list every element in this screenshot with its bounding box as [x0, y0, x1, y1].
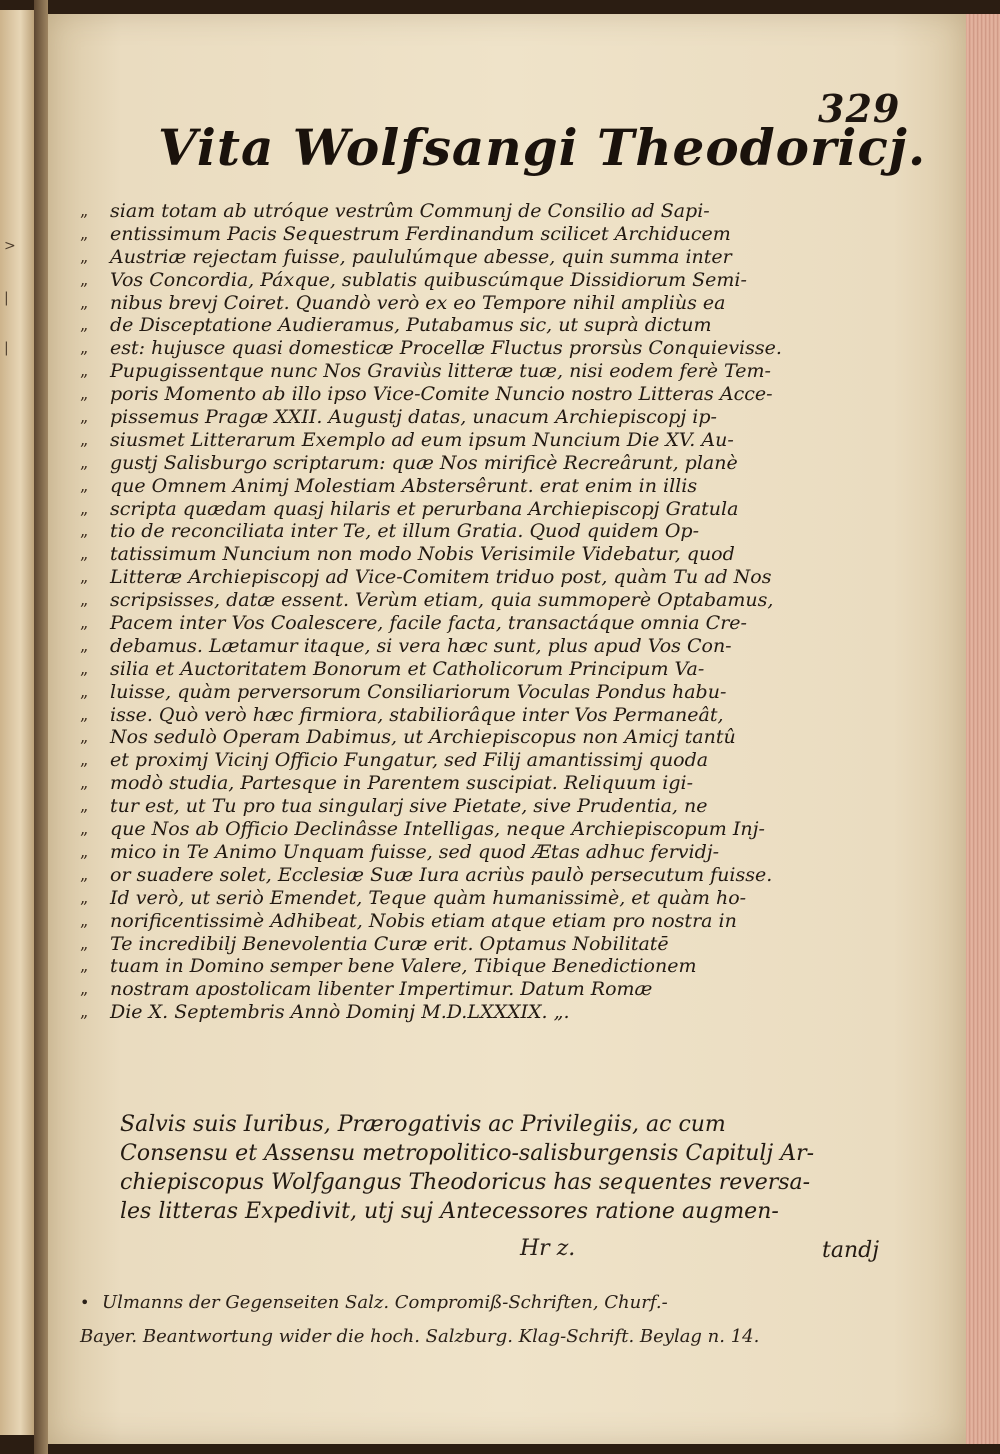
quotation-mark: „ — [80, 361, 89, 381]
letter-line-text: debamus. Lætamur itaque, si vera hæc sunt, plus apud Vos Con- — [110, 634, 732, 657]
quotation-mark: „ — [80, 773, 89, 793]
quotation-mark: „ — [80, 246, 89, 266]
letter-line-text: poris Momento ab illo ipso Vice-Comite Nuncio nostro Litteras Acce- — [110, 383, 773, 406]
letter-line-text: tio de reconciliata inter Te, et illum Gratia. Quod quidem Op- — [110, 520, 700, 543]
letter-line-text: isse. Quò verò hæc firmiora, stabiliorâque inter Vos Permaneât, — [110, 703, 724, 726]
letter-line — [80, 543, 910, 566]
letter-line — [80, 589, 910, 612]
letter-line — [80, 406, 910, 429]
letter-line — [80, 818, 910, 841]
letter-line — [80, 658, 910, 681]
signature-mark: Hr z. — [520, 1236, 576, 1261]
quotation-mark: „ — [80, 910, 89, 930]
letter-line — [80, 383, 910, 406]
quotation-mark: „ — [80, 429, 89, 449]
quotation-mark: „ — [80, 796, 89, 816]
letter-line-text: est: hujusce quasi domesticæ Procellæ Fluctus prorsùs Conquievisse. — [110, 337, 782, 360]
letter-line — [80, 795, 910, 818]
quotation-mark: „ — [80, 864, 89, 884]
quotation-mark: „ — [80, 681, 89, 701]
letter-line-text: Nos sedulò Operam Dabimus, ut Archiepiscopus non Amicj tantû — [110, 726, 736, 749]
letter-line — [80, 864, 910, 887]
margin-mark: | — [4, 290, 9, 306]
letter-line — [80, 429, 910, 452]
letter-line — [80, 360, 910, 383]
closing-line: les litteras Expedivit, utj suj Antecessores ratione augmen- — [120, 1199, 779, 1224]
page-block-edge — [966, 14, 1000, 1444]
letter-line — [80, 314, 910, 337]
letter-line-text: siam totam ab utróque vestrûm Communj de Consilio ad Sapi- — [110, 200, 710, 222]
letter-line — [80, 200, 910, 223]
quotation-mark: „ — [80, 567, 89, 587]
book-gutter — [34, 0, 48, 1454]
quotation-mark: „ — [80, 269, 89, 289]
quotation-mark: „ — [80, 475, 89, 495]
page-number: 329 — [818, 86, 901, 131]
letter-line-text: Vos Concordia, Páxque, sublatis quibuscúmque Dissidiorum Semi- — [110, 268, 747, 291]
footnote-marker: • — [80, 1293, 90, 1312]
letter-line-text: et proximj Vicinj Officio Fungatur, sed Filij amantissimj quoda — [110, 749, 709, 772]
quotation-mark: „ — [80, 979, 89, 999]
running-title: Vita Wolfsangi Theodoricj. — [158, 118, 927, 177]
letter-line — [80, 452, 910, 475]
letter-line-text: que Nos ab Officio Declinâsse Intelligas, neque Archiepiscopum Inj- — [110, 818, 765, 841]
quotation-mark: „ — [80, 658, 89, 678]
letter-line — [80, 933, 910, 956]
letter-line — [80, 223, 910, 246]
quotation-mark: „ — [80, 727, 89, 747]
quotation-mark: „ — [80, 544, 89, 564]
letter-line-text: pissemus Pragæ XXII. Augustj datas, unacum Archiepiscopj ip- — [110, 406, 717, 429]
letter-line-text: silia et Auctoritatem Bonorum et Catholicorum Principum Va- — [110, 657, 705, 680]
letter-line — [80, 955, 910, 978]
letter-line — [80, 566, 910, 589]
letter-line — [80, 292, 910, 315]
closing-line: Salvis suis Iuribus, Prærogativis ac Privilegiis, ac cum — [120, 1112, 726, 1137]
quotation-mark: „ — [80, 292, 89, 312]
letter-line — [80, 910, 910, 933]
quotation-mark: „ — [80, 841, 89, 861]
letter-line — [80, 841, 910, 864]
quotation-mark: „ — [80, 1002, 89, 1022]
letter-line — [80, 498, 910, 521]
quotation-mark: „ — [80, 498, 89, 518]
quotation-mark: „ — [80, 223, 89, 243]
quotation-mark: „ — [80, 704, 89, 724]
letter-line — [80, 772, 910, 795]
letter-line-text: norificentissimè Adhibeat, Nobis etiam atque etiam pro nostra in — [110, 909, 737, 932]
quotation-mark: „ — [80, 315, 89, 335]
letter-line-text: Litteræ Archiepiscopj ad Vice-Comitem triduo post, quàm Tu ad Nos — [110, 566, 772, 589]
letter-line — [80, 520, 910, 543]
quotation-mark: „ — [80, 407, 89, 427]
quotation-mark: „ — [80, 956, 89, 976]
letter-line-text: Pupugissentque nunc Nos Graviùs litteræ tuæ, nisi eodem ferè Tem- — [110, 360, 771, 383]
letter-line — [80, 726, 910, 749]
letter-line-text: Id verò, ut seriò Emendet, Teque quàm humanissimè, et quàm ho- — [110, 886, 747, 909]
letter-line-text: entissimum Pacis Sequestrum Ferdinandum scilicet Archiducem — [110, 222, 731, 245]
letter-line — [80, 635, 910, 658]
quotation-mark: „ — [80, 887, 89, 907]
quotation-mark: „ — [80, 521, 89, 541]
letter-line-text: tatissimum Nuncium non modo Nobis Verisimile Videbatur, quod — [110, 543, 735, 566]
closing-line: chiepiscopus Wolfgangus Theodoricus has sequentes reversa- — [120, 1170, 811, 1195]
letter-line-text: tuam in Domino semper bene Valere, Tibique Benedictionem — [110, 955, 697, 978]
footnote-line — [80, 1286, 900, 1320]
footnote-text: Ulmanns der Gegenseiten Salz. Compromiß-Schriften, Churf.- — [102, 1292, 668, 1313]
letter-line-text: mico in Te Animo Unquam fuisse, sed quod Ætas adhuc fervidj- — [110, 840, 720, 863]
letter-line-text: or suadere solet, Ecclesiæ Suæ Iura acriùs paulò persecutum fuisse. — [110, 863, 773, 886]
catchword: tandj — [822, 1238, 880, 1263]
quoted-letter — [80, 200, 910, 1024]
letter-line — [80, 704, 910, 727]
footnote-line: Bayer. Beantwortung wider die hoch. Salzburg. Klag-Schrift. Beylag n. 14. — [80, 1326, 760, 1347]
quotation-mark: „ — [80, 933, 89, 953]
letter-line — [80, 246, 910, 269]
letter-line-text: gustj Salisburgo scriptarum: quæ Nos mirificè Recreârunt, planè — [110, 451, 738, 474]
letter-line-text: nibus brevj Coiret. Quandò verò ex eo Tempore nihil ampliùs ea — [110, 291, 726, 314]
letter-line-text: scripsisses, datæ essent. Verùm etiam, quia summoperè Optabamus, — [110, 589, 774, 612]
quotation-mark: „ — [80, 384, 89, 404]
letter-line — [80, 269, 910, 292]
letter-line — [80, 749, 910, 772]
quotation-mark: „ — [80, 750, 89, 770]
margin-mark: | — [4, 340, 9, 356]
letter-line-text: siusmet Litterarum Exemplo ad eum ipsum Nuncium Die XV. Au- — [110, 428, 734, 451]
quotation-mark: „ — [80, 338, 89, 358]
previous-page-edge — [0, 10, 34, 1435]
letter-line — [80, 337, 910, 360]
letter-line-text: Te incredibilj Benevolentia Curæ erit. Optamus Nobilitatē — [110, 932, 669, 955]
letter-line-text: tur est, ut Tu pro tua singularj sive Pietate, sive Prudentia, ne — [110, 795, 708, 818]
closing-line: Consensu et Assensu metropolitico-salisburgensis Capitulj Ar- — [120, 1141, 815, 1166]
quotation-mark: „ — [80, 201, 89, 220]
letter-line-text: luisse, quàm perversorum Consiliariorum Voculas Pondus habu- — [110, 680, 727, 703]
margin-mark: > — [4, 238, 16, 254]
letter-line — [80, 612, 910, 635]
letter-line — [80, 475, 910, 498]
closing-paragraph — [120, 1110, 900, 1226]
letter-line — [80, 978, 910, 1001]
letter-line-text: Die X. Septembris Annò Dominj M.D.LXXXIX. „. — [110, 1001, 570, 1024]
letter-line-text: Pacem inter Vos Coalescere, facile facta, transactáque omnia Cre- — [110, 612, 747, 635]
quotation-mark: „ — [80, 613, 89, 633]
quotation-mark: „ — [80, 819, 89, 839]
letter-line-text: que Omnem Animj Molestiam Abstersêrunt. erat enim in illis — [110, 474, 698, 497]
letter-line-text: nostram apostolicam libenter Impertimur. Datum Romæ — [110, 978, 653, 1001]
letter-line-text: de Disceptatione Audieramus, Putabamus sic, ut suprà dictum — [110, 314, 712, 337]
letter-line — [80, 681, 910, 704]
quotation-mark: „ — [80, 590, 89, 610]
letter-line-text: Austriæ rejectam fuisse, paululúmque abesse, quin summa inter — [110, 245, 732, 268]
quotation-mark: „ — [80, 635, 89, 655]
letter-line-text: modò studia, Partesque in Parentem suscipiat. Reliquum igi- — [110, 772, 693, 795]
footnote — [80, 1286, 900, 1354]
quotation-mark: „ — [80, 452, 89, 472]
letter-line — [80, 887, 910, 910]
letter-line-text: scripta quædam quasj hilaris et perurbana Archiepiscopj Gratula — [110, 497, 739, 520]
letter-line — [80, 1001, 910, 1024]
